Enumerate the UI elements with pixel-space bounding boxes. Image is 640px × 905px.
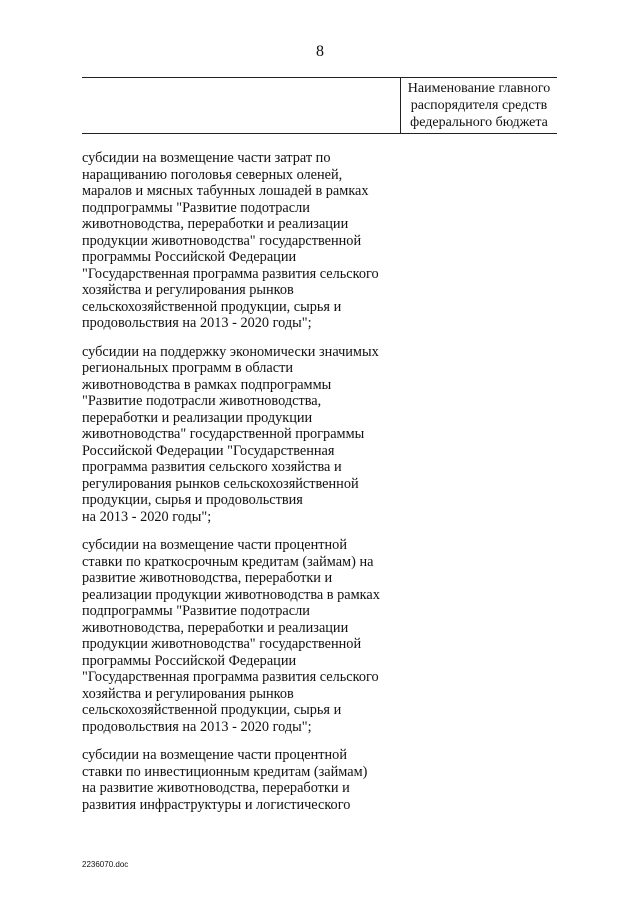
text-line: субсидии на поддержку экономически значимых bbox=[82, 343, 379, 360]
footer-filename: 2236070.doc bbox=[82, 860, 129, 869]
text-line: продукции, сырья и продовольствия bbox=[82, 492, 303, 508]
text-line: "Государственная программа развития сельского bbox=[82, 265, 379, 282]
text-line: продовольствия на 2013 - 2020 годы"; bbox=[82, 718, 312, 735]
header-cell-line: федерального бюджета bbox=[410, 115, 548, 130]
paragraph-subsidy-regional-programs bbox=[82, 344, 412, 526]
text-line: Российской Федерации "Государственная bbox=[82, 442, 335, 459]
text-line: подпрограммы "Развитие подотрасли bbox=[82, 199, 310, 216]
text-line: животноводства" государственной программы bbox=[82, 426, 365, 442]
text-line: продукции животноводства" государственной bbox=[82, 636, 362, 652]
text-line: животноводства, переработки и реализации bbox=[82, 216, 349, 232]
header-cell-line: Наименование главного bbox=[407, 81, 551, 96]
paragraph-subsidy-investment-credits bbox=[82, 747, 412, 813]
text-line: субсидии на возмещение части процентной bbox=[82, 747, 347, 763]
text-line: хозяйства и регулирования рынков bbox=[82, 282, 294, 298]
text-line: субсидии на возмещение части процентной bbox=[82, 537, 347, 553]
header-empty-column bbox=[82, 78, 400, 133]
text-line: на развитие животноводства, переработки и bbox=[82, 780, 350, 796]
text-line: регулирования рынков сельскохозяйственной bbox=[82, 475, 359, 492]
text-line: "Государственная программа развития сельского bbox=[82, 669, 379, 685]
text-line: программы Российской Федерации bbox=[82, 652, 297, 669]
text-line: развития инфраструктуры и логистического bbox=[82, 796, 351, 813]
text-line: региональных программ в области bbox=[82, 360, 294, 376]
text-line: наращиванию поголовья северных оленей, bbox=[82, 166, 343, 183]
text-line: на 2013 - 2020 годы"; bbox=[82, 508, 212, 525]
text-line: продукции животноводства" государственной bbox=[82, 232, 362, 249]
text-line: переработки и реализации продукции bbox=[82, 409, 313, 426]
text-line: сельскохозяйственной продукции, сырья и bbox=[82, 298, 342, 315]
text-line: животноводства, переработки и реализации bbox=[82, 619, 349, 636]
text-line: субсидии на возмещение части затрат по bbox=[82, 150, 331, 166]
text-line: продовольствия на 2013 - 2020 годы"; bbox=[82, 315, 312, 331]
text-line: развитие животноводства, переработки и bbox=[82, 570, 333, 586]
paragraph-subsidy-short-term-credits bbox=[82, 537, 412, 735]
text-line: ставки по инвестиционным кредитам (займам) bbox=[82, 763, 368, 780]
text-line: хозяйства и регулирования рынков bbox=[82, 685, 294, 702]
paragraph-subsidy-livestock-herd bbox=[82, 150, 412, 332]
text-line: программы Российской Федерации bbox=[82, 249, 297, 265]
text-line: "Развитие подотрасли животноводства, bbox=[82, 393, 322, 409]
text-line: сельскохозяйственной продукции, сырья и bbox=[82, 702, 342, 718]
header-cell-budget-administrator bbox=[400, 78, 557, 133]
header-cell-line: распорядителя средств bbox=[410, 98, 548, 113]
text-line: животноводства в рамках подпрограммы bbox=[82, 376, 332, 393]
text-line: маралов и мясных табунных лошадей в рамках bbox=[82, 183, 369, 199]
text-line: программа развития сельского хозяйства и bbox=[82, 459, 342, 475]
text-line: реализации продукции животноводства в рамках bbox=[82, 586, 380, 603]
text-line: ставки по краткосрочным кредитам (займам) на bbox=[82, 553, 374, 570]
table-header bbox=[82, 77, 557, 134]
page-number: 8 bbox=[316, 43, 324, 60]
text-line: подпрограммы "Развитие подотрасли bbox=[82, 603, 310, 619]
document-body bbox=[82, 150, 412, 825]
